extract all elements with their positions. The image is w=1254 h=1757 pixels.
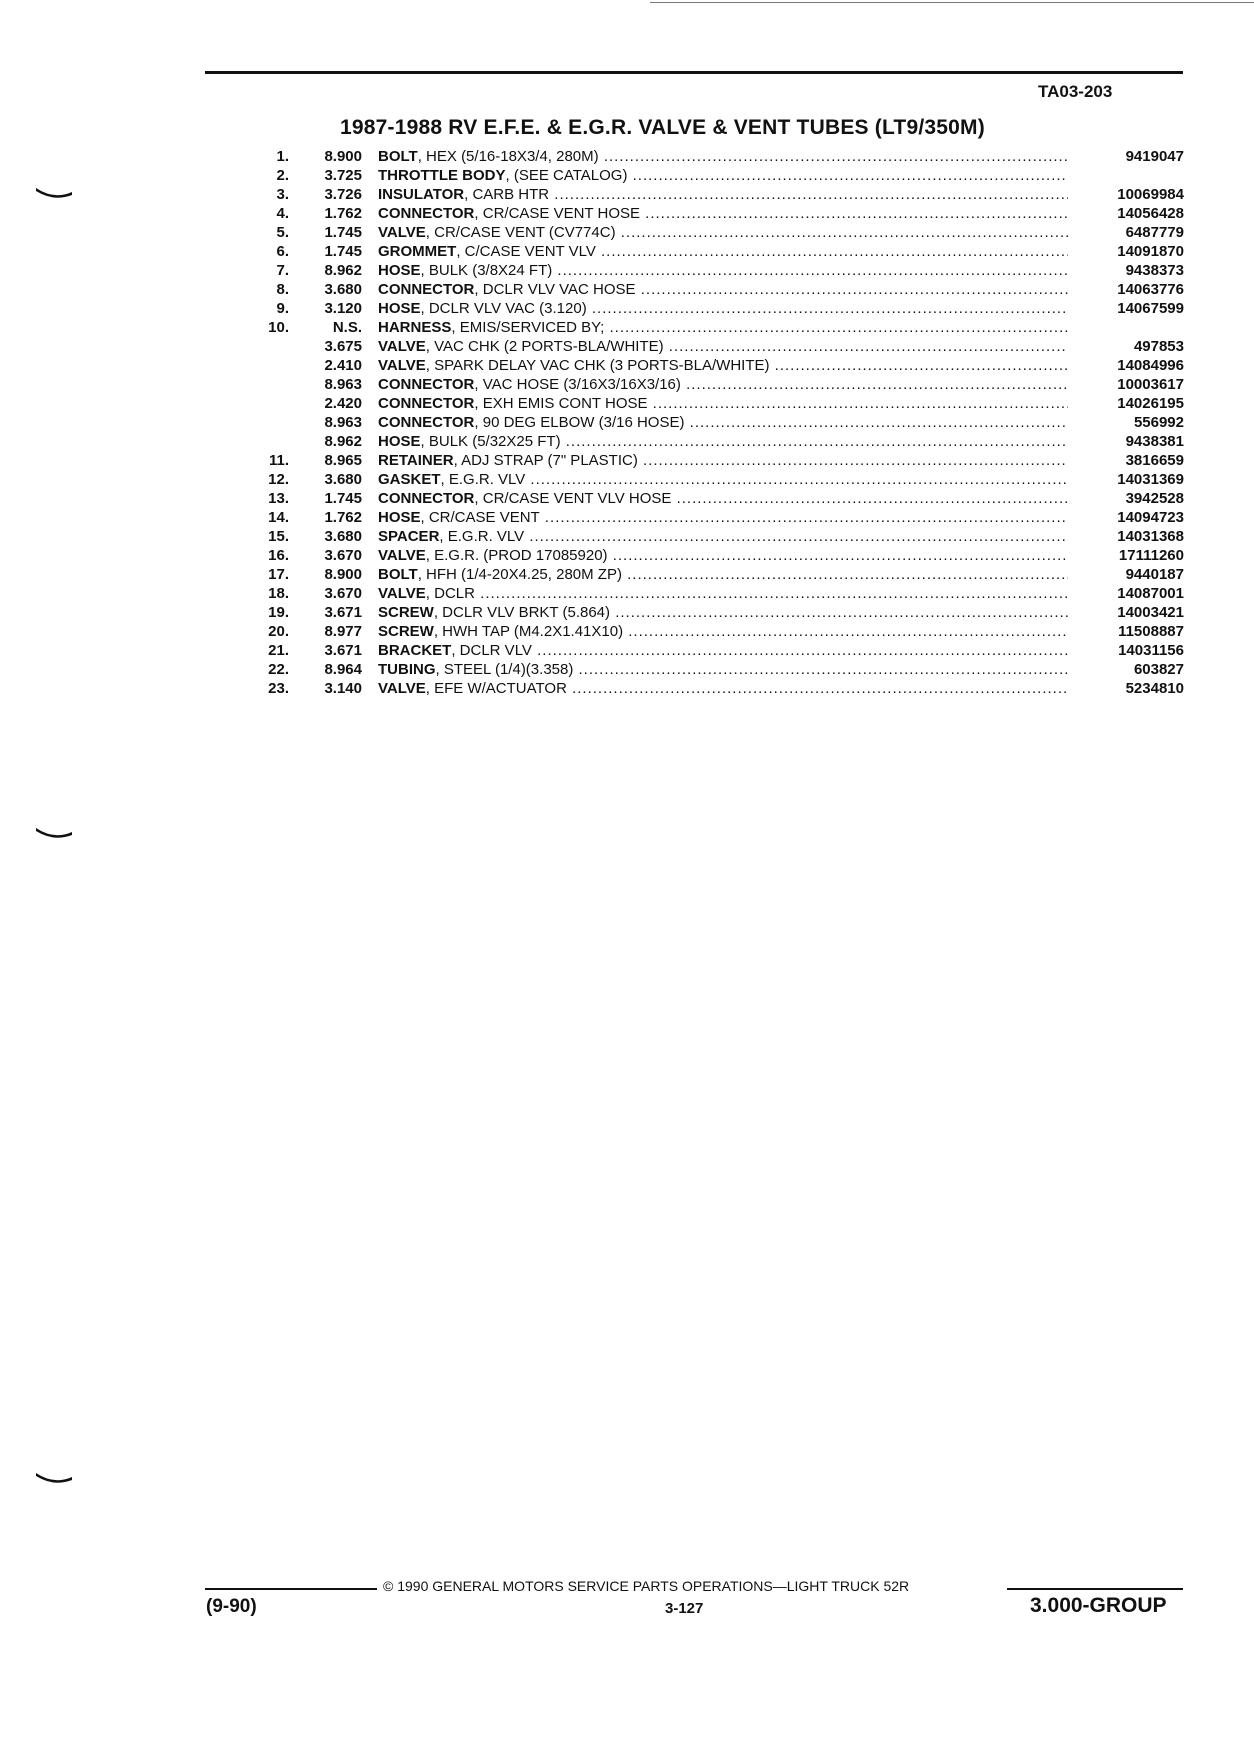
item-number: 4. bbox=[276, 205, 289, 222]
parts-list bbox=[240, 148, 1184, 699]
parts-row bbox=[240, 148, 1184, 167]
group-code: 3.140 bbox=[324, 680, 362, 697]
part-number: 3816659 bbox=[1125, 452, 1184, 469]
group-code: 2.420 bbox=[324, 395, 362, 412]
part-number: 14091870 bbox=[1117, 243, 1184, 260]
binder-hole-mark-top bbox=[34, 186, 74, 200]
part-description bbox=[378, 623, 1068, 640]
part-number: 14003421 bbox=[1117, 604, 1184, 621]
part-name: CONNECTOR bbox=[378, 205, 475, 222]
copyright-notice: © 1990 GENERAL MOTORS SERVICE PARTS OPERATIONS—LIGHT TRUCK 52R bbox=[383, 1578, 910, 1594]
parts-row bbox=[240, 205, 1184, 224]
parts-row bbox=[240, 281, 1184, 300]
part-name: INSULATOR bbox=[378, 186, 465, 203]
group-code: 3.680 bbox=[324, 471, 362, 488]
group-code: 3.725 bbox=[324, 167, 362, 184]
part-number: 9440187 bbox=[1125, 566, 1184, 583]
part-description bbox=[378, 452, 1068, 469]
revision-date: (9-90) bbox=[206, 1596, 257, 1617]
part-description bbox=[378, 433, 1068, 450]
item-number: 8. bbox=[276, 281, 289, 298]
group-code: N.S. bbox=[332, 319, 362, 336]
item-number: 14. bbox=[268, 509, 289, 526]
part-description bbox=[378, 262, 1068, 279]
item-number: 9. bbox=[276, 300, 289, 317]
part-number: 17111260 bbox=[1118, 547, 1184, 564]
part-description bbox=[378, 680, 1068, 697]
part-description bbox=[378, 224, 1068, 241]
part-detail: , EXH EMIS CONT HOSE bbox=[474, 395, 648, 412]
group-code: 3.680 bbox=[324, 281, 362, 298]
part-description bbox=[378, 490, 1068, 507]
part-description bbox=[378, 566, 1068, 583]
part-name: VALVE bbox=[378, 585, 426, 602]
part-detail: , CR/CASE VENT HOSE bbox=[474, 205, 640, 222]
part-description bbox=[378, 395, 1068, 412]
part-number: 9438373 bbox=[1125, 262, 1184, 279]
part-name: RETAINER bbox=[378, 452, 454, 469]
parts-row bbox=[240, 547, 1184, 566]
part-number: 5234810 bbox=[1125, 680, 1184, 697]
group-code: 3.670 bbox=[324, 585, 362, 602]
parts-row bbox=[240, 319, 1184, 338]
parts-row bbox=[240, 224, 1184, 243]
part-detail: , CR/CASE VENT VLV HOSE bbox=[474, 490, 672, 507]
part-description bbox=[378, 281, 1068, 298]
part-name: CONNECTOR bbox=[378, 490, 475, 507]
part-detail: , DCLR VLV bbox=[451, 642, 532, 659]
parts-row bbox=[240, 509, 1184, 528]
part-number: 14026195 bbox=[1117, 395, 1184, 412]
item-number: 6. bbox=[276, 243, 289, 260]
item-number: 13. bbox=[268, 490, 289, 507]
part-detail: , E.G.R. VLV bbox=[439, 528, 525, 545]
parts-row bbox=[240, 585, 1184, 604]
part-detail: , BULK (3/8X24 FT) bbox=[420, 262, 553, 279]
header-rule bbox=[205, 71, 1183, 74]
part-detail: , DCLR bbox=[425, 585, 475, 602]
part-description bbox=[378, 243, 1068, 260]
parts-row bbox=[240, 604, 1184, 623]
part-description bbox=[378, 471, 1068, 488]
parts-row bbox=[240, 338, 1184, 357]
parts-row bbox=[240, 566, 1184, 585]
parts-row bbox=[240, 471, 1184, 490]
part-number: 10003617 bbox=[1117, 376, 1184, 393]
parts-row bbox=[240, 623, 1184, 642]
group-code: 3.671 bbox=[324, 642, 362, 659]
page-number: 3-127 bbox=[665, 1600, 704, 1617]
part-name: BRACKET bbox=[378, 642, 452, 659]
group-code: 8.900 bbox=[324, 148, 362, 165]
part-description bbox=[378, 186, 1068, 203]
part-number: 14087001 bbox=[1117, 585, 1184, 602]
part-description bbox=[378, 509, 1068, 526]
part-description bbox=[378, 661, 1068, 678]
part-name: BOLT bbox=[378, 148, 418, 165]
item-number: 18. bbox=[268, 585, 289, 602]
part-detail: , CARB HTR bbox=[464, 186, 550, 203]
part-description bbox=[378, 205, 1068, 222]
part-name: CONNECTOR bbox=[378, 395, 475, 412]
group-code: 3.726 bbox=[324, 186, 362, 203]
part-description bbox=[378, 319, 1068, 336]
part-name: SPACER bbox=[378, 528, 440, 545]
parts-row bbox=[240, 661, 1184, 680]
part-description bbox=[378, 604, 1068, 621]
part-number: 497853 bbox=[1133, 338, 1184, 355]
group-code: 3.680 bbox=[324, 528, 362, 545]
part-number: 14067599 bbox=[1117, 300, 1184, 317]
part-detail: , DCLR VLV VAC HOSE bbox=[474, 281, 636, 298]
item-number: 1. bbox=[276, 148, 289, 165]
group-code: 1.745 bbox=[324, 243, 362, 260]
parts-row bbox=[240, 433, 1184, 452]
item-number: 10. bbox=[268, 319, 289, 336]
part-detail: , DCLR VLV BRKT (5.864) bbox=[433, 604, 611, 621]
group-code: 8.900 bbox=[324, 566, 362, 583]
item-number: 2. bbox=[276, 167, 289, 184]
part-name: CONNECTOR bbox=[378, 414, 475, 431]
part-number: 14031369 bbox=[1117, 471, 1184, 488]
group-code: 1.762 bbox=[324, 509, 362, 526]
item-number: 7. bbox=[276, 262, 289, 279]
group-code: 8.963 bbox=[324, 376, 362, 393]
item-number: 12. bbox=[268, 471, 289, 488]
part-name: GROMMET bbox=[378, 243, 457, 260]
binder-hole-mark-bottom bbox=[34, 1471, 74, 1485]
parts-row bbox=[240, 376, 1184, 395]
part-name: BOLT bbox=[378, 566, 418, 583]
part-number: 14056428 bbox=[1117, 205, 1184, 222]
group-code: 1.745 bbox=[324, 490, 362, 507]
item-number: 20. bbox=[268, 623, 289, 640]
part-detail: , CR/CASE VENT bbox=[420, 509, 540, 526]
part-number: 10069984 bbox=[1117, 186, 1184, 203]
part-description bbox=[378, 528, 1068, 545]
parts-row bbox=[240, 167, 1184, 186]
group-code: 8.963 bbox=[324, 414, 362, 431]
part-number: 603827 bbox=[1133, 661, 1184, 678]
part-description bbox=[378, 167, 1068, 184]
part-description bbox=[378, 300, 1068, 317]
part-description bbox=[378, 148, 1068, 165]
part-detail: , DCLR VLV VAC (3.120) bbox=[420, 300, 587, 317]
part-detail: , STEEL (1/4)(3.358) bbox=[435, 661, 574, 678]
item-number: 19. bbox=[268, 604, 289, 621]
document-code: TA03-203 bbox=[1038, 82, 1113, 101]
part-detail: , HEX (5/16-18X3/4, 280M) bbox=[417, 148, 599, 165]
part-number: 11508887 bbox=[1118, 623, 1184, 640]
part-number: 14094723 bbox=[1117, 509, 1184, 526]
parts-row bbox=[240, 262, 1184, 281]
part-name: HOSE bbox=[378, 300, 421, 317]
part-description bbox=[378, 376, 1068, 393]
group-code: 8.962 bbox=[324, 433, 362, 450]
item-number: 21. bbox=[268, 642, 289, 659]
group-code: 3.670 bbox=[324, 547, 362, 564]
part-detail: , SPARK DELAY VAC CHK (3 PORTS-BLA/WHITE) bbox=[425, 357, 770, 374]
part-detail: , CR/CASE VENT (CV774C) bbox=[425, 224, 616, 241]
page-title: 1987-1988 RV E.F.E. & E.G.R. VALVE & VENT TUBES (LT9/350M) bbox=[340, 116, 985, 139]
group-code: 3.671 bbox=[324, 604, 362, 621]
item-number: 22. bbox=[268, 661, 289, 678]
part-name: VALVE bbox=[378, 357, 426, 374]
part-name: HOSE bbox=[378, 262, 421, 279]
part-number: 556992 bbox=[1133, 414, 1184, 431]
part-number: 14084996 bbox=[1117, 357, 1184, 374]
parts-row bbox=[240, 395, 1184, 414]
item-number: 17. bbox=[268, 566, 289, 583]
part-detail: , E.G.R. (PROD 17085920) bbox=[425, 547, 608, 564]
part-number: 6487779 bbox=[1125, 224, 1184, 241]
part-name: GASKET bbox=[378, 471, 441, 488]
part-name: HOSE bbox=[378, 433, 421, 450]
part-detail: , (SEE CATALOG) bbox=[505, 167, 628, 184]
part-name: VALVE bbox=[378, 680, 426, 697]
group-label: 3.000-GROUP bbox=[1030, 1594, 1167, 1617]
parts-row bbox=[240, 642, 1184, 661]
group-code: 2.410 bbox=[324, 357, 362, 374]
part-description bbox=[378, 547, 1068, 564]
item-number: 16. bbox=[268, 547, 289, 564]
group-code: 3.120 bbox=[324, 300, 362, 317]
part-number: 14063776 bbox=[1117, 281, 1184, 298]
part-detail: , BULK (5/32X25 FT) bbox=[420, 433, 561, 450]
group-code: 1.762 bbox=[324, 205, 362, 222]
part-number: 3942528 bbox=[1125, 490, 1184, 507]
part-description bbox=[378, 414, 1068, 431]
item-number: 3. bbox=[276, 186, 289, 203]
part-name: THROTTLE BODY bbox=[378, 167, 506, 184]
item-number: 5. bbox=[276, 224, 289, 241]
group-code: 8.964 bbox=[324, 661, 362, 678]
part-description bbox=[378, 357, 1068, 374]
parts-row bbox=[240, 357, 1184, 376]
parts-row bbox=[240, 452, 1184, 471]
footer-rule-left bbox=[205, 1588, 377, 1590]
scan-edge-line bbox=[650, 2, 1254, 3]
item-number: 15. bbox=[268, 528, 289, 545]
parts-row bbox=[240, 414, 1184, 433]
part-name: VALVE bbox=[378, 224, 426, 241]
part-number: 14031368 bbox=[1117, 528, 1184, 545]
footer-rule-right bbox=[1007, 1588, 1183, 1590]
part-name: CONNECTOR bbox=[378, 281, 475, 298]
part-detail: , HWH TAP (M4.2X1.41X10) bbox=[433, 623, 624, 640]
parts-row bbox=[240, 186, 1184, 205]
group-code: 8.965 bbox=[324, 452, 362, 469]
parts-row bbox=[240, 680, 1184, 699]
part-detail: , 90 DEG ELBOW (3/16 HOSE) bbox=[474, 414, 685, 431]
part-detail: , HFH (1/4-20X4.25, 280M ZP) bbox=[417, 566, 622, 583]
part-description bbox=[378, 642, 1068, 659]
parts-row bbox=[240, 528, 1184, 547]
part-detail: , C/CASE VENT VLV bbox=[456, 243, 596, 260]
part-detail: , E.G.R. VLV bbox=[440, 471, 526, 488]
part-name: SCREW bbox=[378, 604, 434, 621]
item-number: 11. bbox=[268, 452, 289, 469]
part-name: HOSE bbox=[378, 509, 421, 526]
item-number: 23. bbox=[268, 680, 289, 697]
group-code: 8.962 bbox=[324, 262, 362, 279]
part-name: VALVE bbox=[378, 338, 426, 355]
part-name: VALVE bbox=[378, 547, 426, 564]
part-detail: , EFE W/ACTUATOR bbox=[425, 680, 567, 697]
part-name: TUBING bbox=[378, 661, 436, 678]
group-code: 1.745 bbox=[324, 224, 362, 241]
part-detail: , EMIS/SERVICED BY; bbox=[451, 319, 605, 336]
parts-row bbox=[240, 490, 1184, 509]
part-number: 14031156 bbox=[1118, 642, 1184, 659]
binder-hole-mark-middle bbox=[34, 826, 74, 840]
part-number: 9438381 bbox=[1125, 433, 1184, 450]
parts-row bbox=[240, 243, 1184, 262]
part-description bbox=[378, 338, 1068, 355]
part-detail: , VAC HOSE (3/16X3/16X3/16) bbox=[474, 376, 681, 393]
group-code: 8.977 bbox=[324, 623, 362, 640]
part-name: HARNESS bbox=[378, 319, 452, 336]
part-detail: , VAC CHK (2 PORTS-BLA/WHITE) bbox=[425, 338, 664, 355]
part-description bbox=[378, 585, 1068, 602]
part-name: CONNECTOR bbox=[378, 376, 475, 393]
parts-row bbox=[240, 300, 1184, 319]
part-number: 9419047 bbox=[1125, 148, 1184, 165]
part-name: SCREW bbox=[378, 623, 434, 640]
group-code: 3.675 bbox=[324, 338, 362, 355]
part-detail: , ADJ STRAP (7" PLASTIC) bbox=[453, 452, 638, 469]
